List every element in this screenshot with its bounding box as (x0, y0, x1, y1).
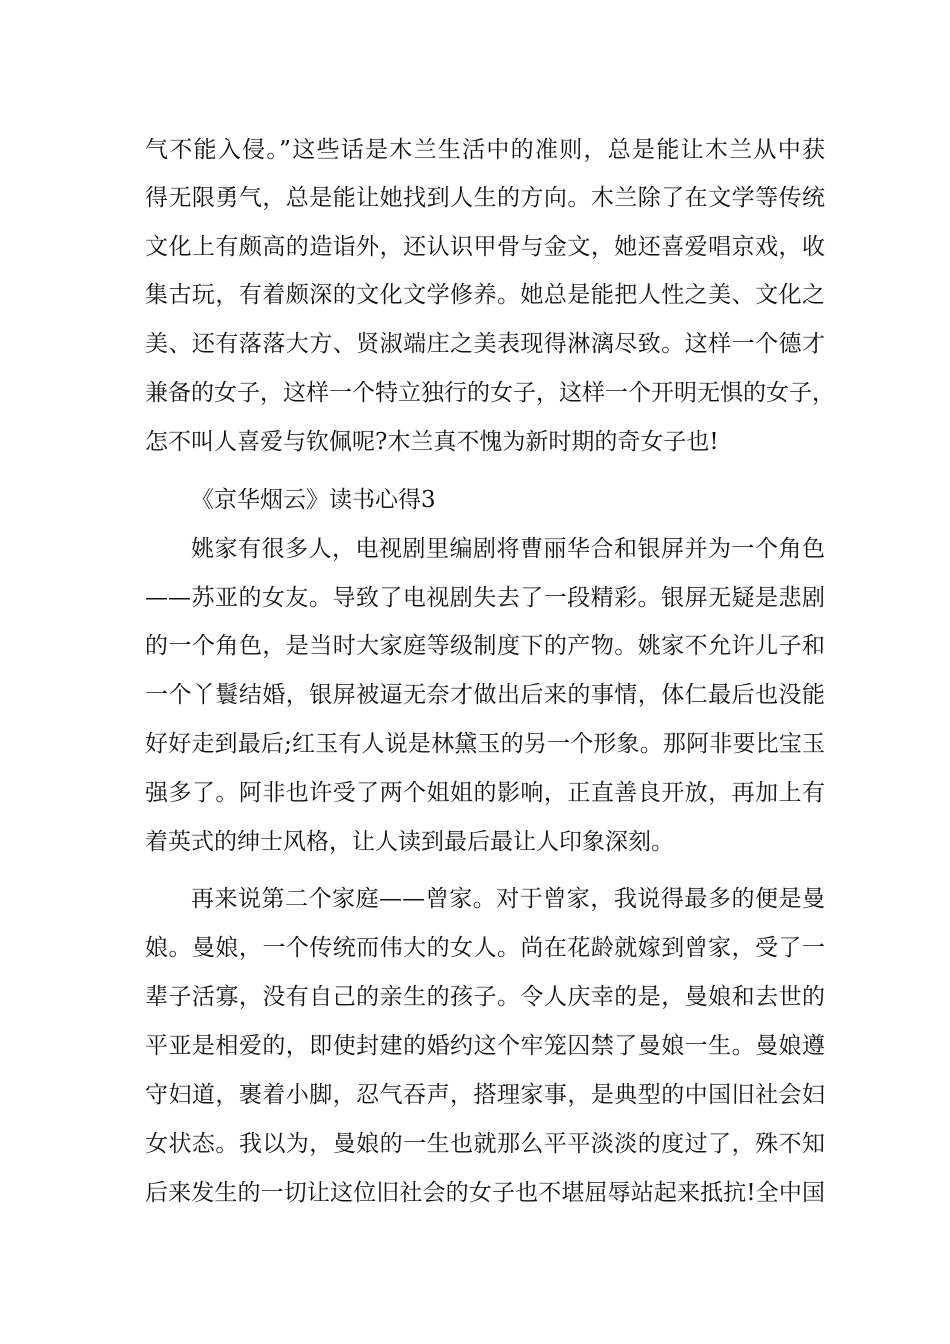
paragraph-line: 文化上有颇高的造诣外，还认识甲骨与金文，她还喜爱唱京戏，收 (145, 234, 825, 260)
paragraph-line: 集古玩，有着颇深的文化文学修养。她总是能把人性之美、文化之 (145, 282, 825, 308)
paragraph-line: 女状态。我以为，曼娘的一生也就那么平平淡淡的度过了，殊不知 (145, 1131, 825, 1157)
paragraph-line: 美、还有落落大方、贤淑端庄之美表现得淋漓尽致。这样一个德才 (145, 331, 825, 357)
paragraph-line: 姚家有很多人，电视剧里编剧将曹丽华合和银屏并为一个角色 (191, 536, 825, 562)
paragraph-line: 气不能入侵。”这些话是木兰生活中的准则，总是能让木兰从中获 (145, 137, 825, 163)
paragraph-line: 平亚是相爱的，即使封建的婚约这个牢笼囚禁了曼娘一生。曼娘遵 (145, 1033, 825, 1059)
paragraph-line: 守妇道，裹着小脚，忍气吞声，搭理家事，是典型的中国旧社会妇 (145, 1082, 825, 1108)
paragraph-line: 好好走到最后;红玉有人说是林黛玉的另一个形象。那阿非要比宝玉 (145, 731, 825, 757)
paragraph-line: 兼备的女子，这样一个特立独行的女子，这样一个开明无惧的女子， (145, 380, 835, 406)
section-heading: 《京华烟云》读书心得3 (191, 487, 436, 513)
paragraph-line: 再来说第二个家庭——曾家。对于曾家，我说得最多的便是曼 (191, 886, 825, 912)
paragraph-line: 辈子活寡，没有自己的亲生的孩子。令人庆幸的是，曼娘和去世的 (145, 984, 825, 1010)
paragraph-line: 得无限勇气，总是能让她找到人生的方向。木兰除了在文学等传统 (145, 185, 825, 211)
paragraph-line: 怎不叫人喜爱与钦佩呢?木兰真不愧为新时期的奇女子也! (145, 429, 719, 455)
paragraph-line: 一个丫鬟结婚，银屏被逼无奈才做出后来的事情，体仁最后也没能 (145, 682, 825, 708)
paragraph-line: ——苏亚的女友。导致了电视剧失去了一段精彩。银屏无疑是悲剧 (145, 585, 825, 611)
paragraph-line: 后来发生的一切让这位旧社会的女子也不堪屈辱站起来抵抗!全中国 (145, 1180, 825, 1206)
paragraph-line: 着英式的绅士风格，让人读到最后最让人印象深刻。 (145, 829, 674, 855)
paragraph-line: 强多了。阿非也许受了两个姐姐的影响，正直善良开放，再加上有 (145, 780, 825, 806)
paragraph-line: 的一个角色，是当时大家庭等级制度下的产物。姚家不允许儿子和 (145, 633, 825, 659)
paragraph-line: 娘。曼娘，一个传统而伟大的女人。尚在花龄就嫁到曾家，受了一 (145, 935, 825, 961)
